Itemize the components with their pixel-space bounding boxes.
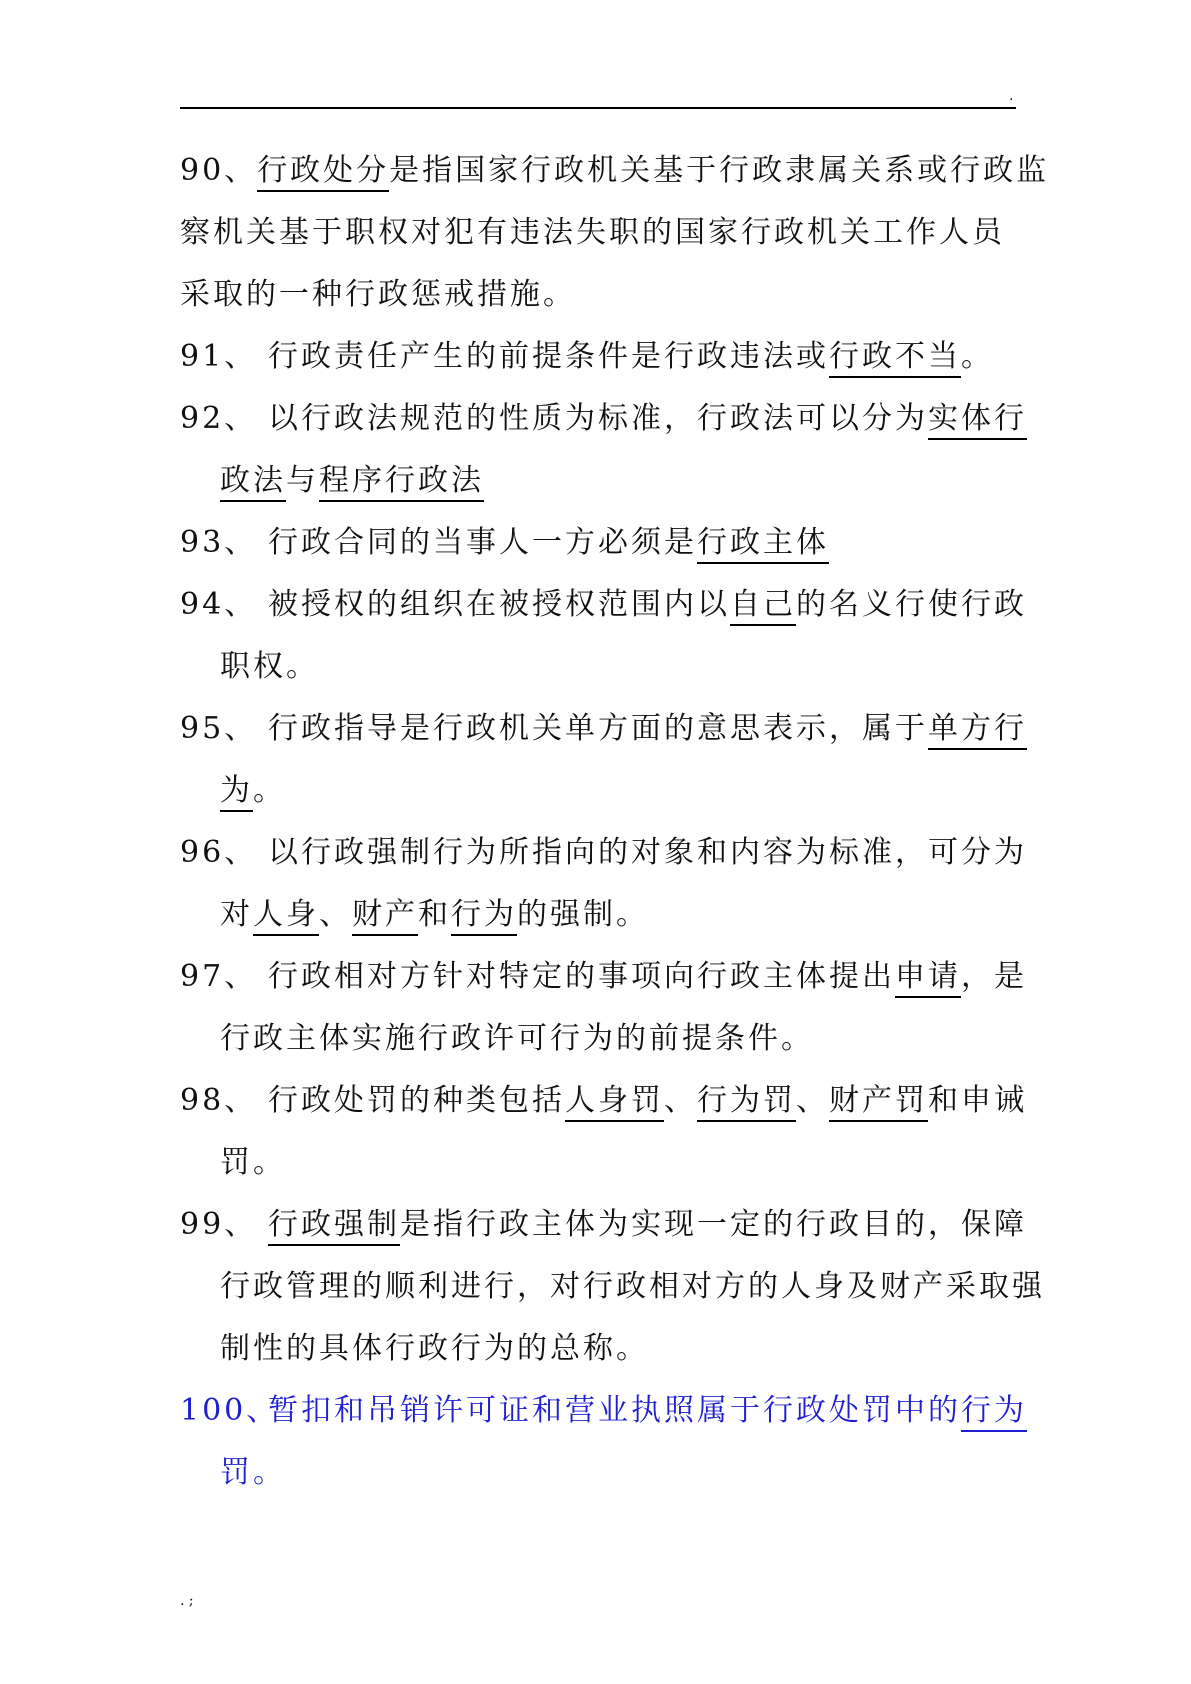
question-number: 90、 [180, 153, 258, 188]
question-text: 行政管理的顺利进行，对行政相对方的人身及财产采取强 [220, 1269, 1045, 1304]
answer-blank: 为 [220, 773, 253, 812]
answer-blank: 人身罚 [565, 1083, 664, 1122]
question-number: 96、 [180, 835, 258, 870]
question-number: 99、 [180, 1207, 258, 1242]
question-text: 制性的具体行政行为的总称。 [220, 1331, 649, 1366]
question-text: 。 [253, 773, 286, 808]
answer-blank: 自己 [730, 587, 796, 626]
question-text: 与 [286, 463, 319, 498]
question-90 [180, 140, 1050, 326]
question-text: 罚。 [220, 1145, 286, 1180]
question-text: 行政指导是行政机关单方面的意思表示，属于 [268, 711, 928, 746]
answer-blank: 行政强制 [268, 1207, 400, 1246]
question-text: 以行政法规范的性质为标准，行政法可以分为 [268, 401, 928, 436]
question-text: 暂扣和吊销许可证和营业执照属于行政处罚中的 [268, 1393, 961, 1428]
question-text: 采取的一种行政惩戒措施。 [180, 277, 576, 312]
question-text: 和 [418, 897, 451, 932]
question-text: 被授权的组织在被授权范围内以 [268, 587, 730, 622]
question-text: 罚 [220, 1455, 253, 1490]
answer-blank: 单方行 [928, 711, 1027, 750]
answer-blank: 政法 [220, 463, 286, 502]
question-text: 和申诫 [928, 1083, 1027, 1118]
question-95 [180, 698, 1027, 822]
answer-blank: 程序行政法 [319, 463, 484, 502]
question-text: 察机关基于职权对犯有违法失职的国家行政机关工作人员 [180, 215, 1005, 250]
question-text: 、 [664, 1083, 697, 1118]
answer-blank: 实体行 [928, 401, 1027, 440]
header-mark: . [1009, 88, 1014, 104]
question-number: 100、 [180, 1393, 280, 1428]
question-text: 、 [319, 897, 352, 932]
answer-blank: 行为 [451, 897, 517, 936]
answer-blank: 行为 [961, 1393, 1027, 1432]
question-number: 95、 [180, 711, 258, 746]
question-text: 行政处罚的种类包括 [268, 1083, 565, 1118]
question-number: 93、 [180, 525, 258, 560]
question-number: 91、 [180, 339, 258, 374]
answer-blank: 行政不当 [829, 339, 961, 378]
question-94 [180, 574, 1027, 698]
question-number: 98、 [180, 1083, 258, 1118]
question-text: 行政主体实施行政许可行为的前提条件。 [220, 1021, 814, 1056]
question-text: ，是 [961, 959, 1027, 994]
question-text: 。 [253, 1455, 286, 1490]
answer-blank: 行政主体 [697, 525, 829, 564]
question-text: 行政责任产生的前提条件是行政违法或 [268, 339, 829, 374]
question-text: 、 [796, 1083, 829, 1118]
question-text: 的名义行使行政 [796, 587, 1027, 622]
answer-blank: 人身 [253, 897, 319, 936]
question-number: 97、 [180, 959, 258, 994]
question-text: 职权。 [220, 649, 319, 684]
question-100 [180, 1380, 1027, 1504]
question-91 [180, 326, 1020, 388]
question-text: 是指国家行政机关基于行政隶属关系或行政监 [389, 153, 1050, 188]
question-text: 对 [220, 897, 253, 932]
header-rule [180, 107, 1016, 109]
answer-blank: 行为罚 [697, 1083, 796, 1122]
question-97 [180, 946, 1027, 1070]
question-text: 行政相对方针对特定的事项向行政主体提出 [268, 959, 895, 994]
question-text: 是指行政主体为实现一定的行政目的，保障 [400, 1207, 1027, 1242]
question-list [180, 140, 1050, 1504]
question-98 [180, 1070, 1027, 1194]
question-text: 以行政强制行为所指向的对象和内容为标准，可分为 [268, 835, 1027, 870]
answer-blank: 行政处分 [257, 153, 389, 192]
question-93 [180, 512, 1020, 574]
question-number: 92、 [180, 401, 258, 436]
answer-blank: 财产 [352, 897, 418, 936]
answer-blank: 申请 [895, 959, 961, 998]
question-text: 。 [961, 339, 994, 374]
footer-mark: . ; [180, 1593, 194, 1609]
question-92 [180, 388, 1027, 512]
question-text: 的强制。 [517, 897, 649, 932]
question-text: 行政合同的当事人一方必须是 [268, 525, 697, 560]
question-99 [180, 1194, 1045, 1380]
question-number: 94、 [180, 587, 258, 622]
answer-blank: 财产罚 [829, 1083, 928, 1122]
question-96 [180, 822, 1027, 946]
